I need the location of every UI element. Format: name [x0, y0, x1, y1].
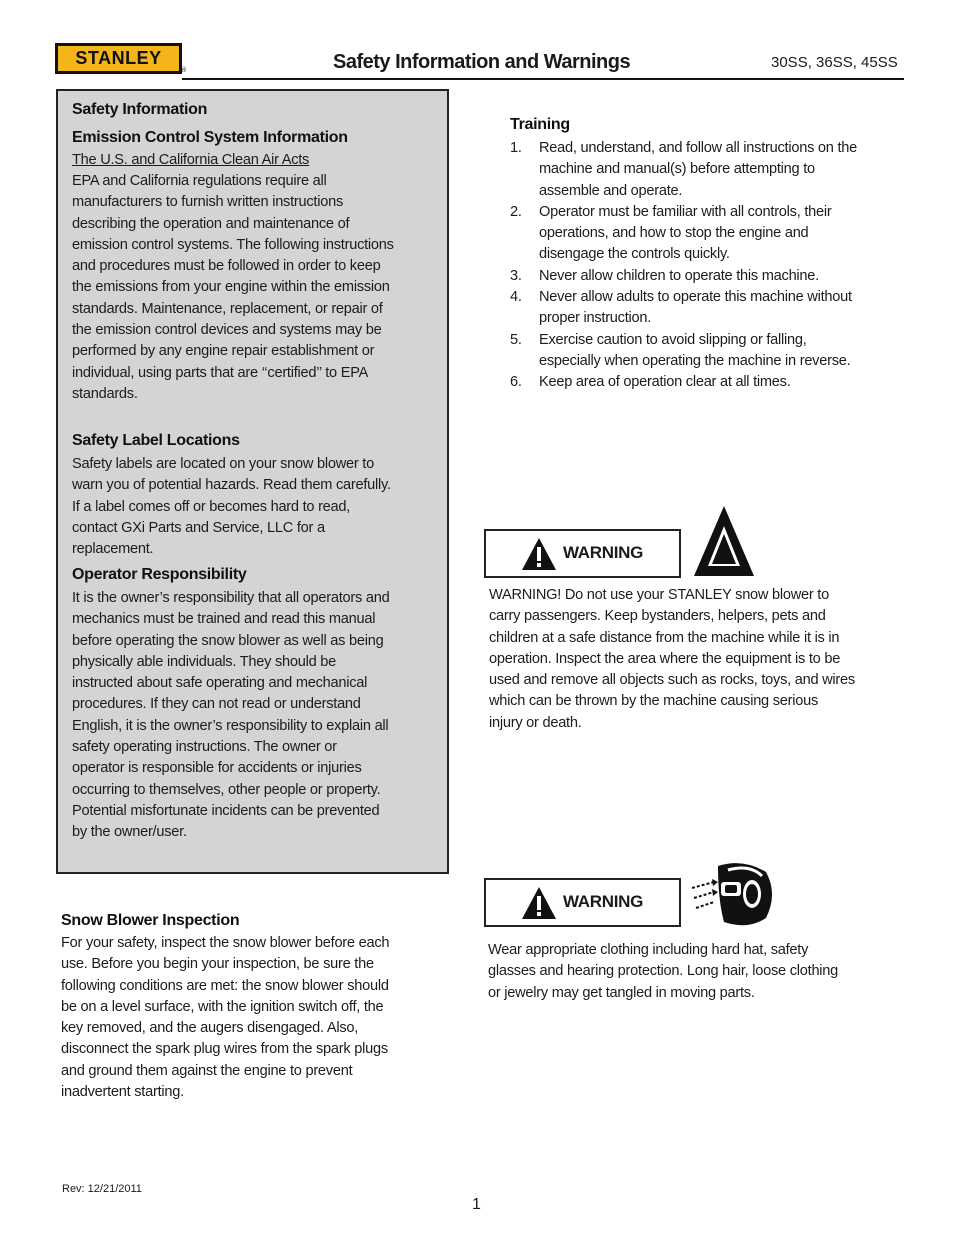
warning-2-paragraph: Wear appropriate clothing including hard hat, safety glasses and hearing protection. Long hair, loose clothing or jewelry may get tangled in moving parts.: [488, 942, 839, 1001]
model-numbers: 30SS, 36SS, 45SS: [771, 54, 898, 71]
revision-date: Rev: 12/21/2011: [62, 1183, 142, 1195]
list-item: 4. Never allow adults to operate this machine without proper instruction.: [510, 289, 852, 327]
traffic-cone-icon: [688, 504, 760, 580]
list-item: 2. Operator must be familiar with all controls, their operations, and how to stop the engine and disengage the controls quickly.: [510, 203, 832, 263]
emission-control-heading: Emission Control System Information: [72, 129, 348, 146]
safety-information-heading: Safety Information: [72, 101, 208, 118]
registered-mark: ®: [180, 66, 187, 74]
warning-text: WARNING: [563, 892, 644, 911]
warning-text: WARNING: [563, 543, 644, 562]
list-item: 5. Exercise caution to avoid slipping or falling, especially when operating the machine in reverse.: [510, 331, 851, 369]
training-list: [510, 138, 905, 394]
safety-label-paragraph: Safety labels are located on your snow blower to warn you of potential hazards. Read them carefully. If a label comes off or becomes hard to read, contact GXi Parts and Service, LLC for a replacement.: [72, 456, 391, 558]
header-rule: [182, 78, 904, 80]
inspection-paragraph: For your safety, inspect the snow blower before each use. Before you begin your inspection, be sure the following conditions are met: the snow blower should be on a level surface, with the ignition switch off, the key removed, and the augers disengaged. Also, disconnect the spark plug wires from the spark plugs and ground them against the engine to prevent inadvertent starting.: [61, 935, 390, 1101]
emission-paragraph: EPA and California regulations require all manufacturers to furnish written instructions describing the operation and maintenance of emission control systems. The following instructions and procedures must be followed in order to keep the emissions from your engine within the emission standards. Maintenance, replacement, or repair of the emission control devices and systems may be performed by any engine repair establishment or individual, using parts that are ‘‘certified’’ to EPA standards.: [72, 173, 394, 402]
page-number: 1: [472, 1196, 481, 1213]
warning-triangle-icon: [521, 537, 557, 571]
stanley-logo: [55, 43, 182, 74]
warning-triangle-icon: [521, 886, 557, 920]
inspection-heading: Snow Blower Inspection: [61, 912, 240, 929]
warning-label-1: [484, 529, 681, 578]
protective-gear-head-icon: [688, 860, 776, 928]
operator-responsibility-heading: Operator Responsibility: [72, 566, 247, 583]
operator-responsibility-paragraph: It is the owner’s responsibility that all operators and mechanics must be trained and read this manual before operating the snow blower as well as being physically able individuals. They should be instructed about safe operating and mechanical procedures. If they can not read or understand English, it is the owner’s responsibility to explain all safety operating instructions. The owner or operator is responsible for accidents or injuries occurring to themselves, other people or property. Potential misfortunate incidents can be prevented by the owner/user.: [72, 590, 390, 841]
training-heading: Training: [510, 116, 570, 133]
logo-text: STANLEY: [58, 46, 179, 71]
list-item: 1. Read, understand, and follow all instructions on the machine and manual(s) before attempting to assemble and operate.: [510, 140, 857, 199]
safety-label-locations-heading: Safety Label Locations: [72, 432, 240, 449]
warning-label-2: [484, 878, 681, 927]
page-title: Safety Information and Warnings: [333, 51, 631, 73]
warning-1-paragraph: WARNING! Do not use your STANLEY snow blower to carry passengers. Keep bystanders, helpers, pets and children at a safe distance from the machine while it is in operation. Inspect the area where the equipment is to be used and remove all objects such as rocks, toys, and wires which can be thrown by the machine causing serious injury or death.: [489, 587, 855, 731]
clean-air-acts-subheading: The U.S. and California Clean Air Acts: [72, 152, 310, 168]
list-item: 3. Never allow children to operate this machine.: [510, 267, 819, 284]
list-item: 6. Keep area of operation clear at all times.: [510, 374, 791, 391]
